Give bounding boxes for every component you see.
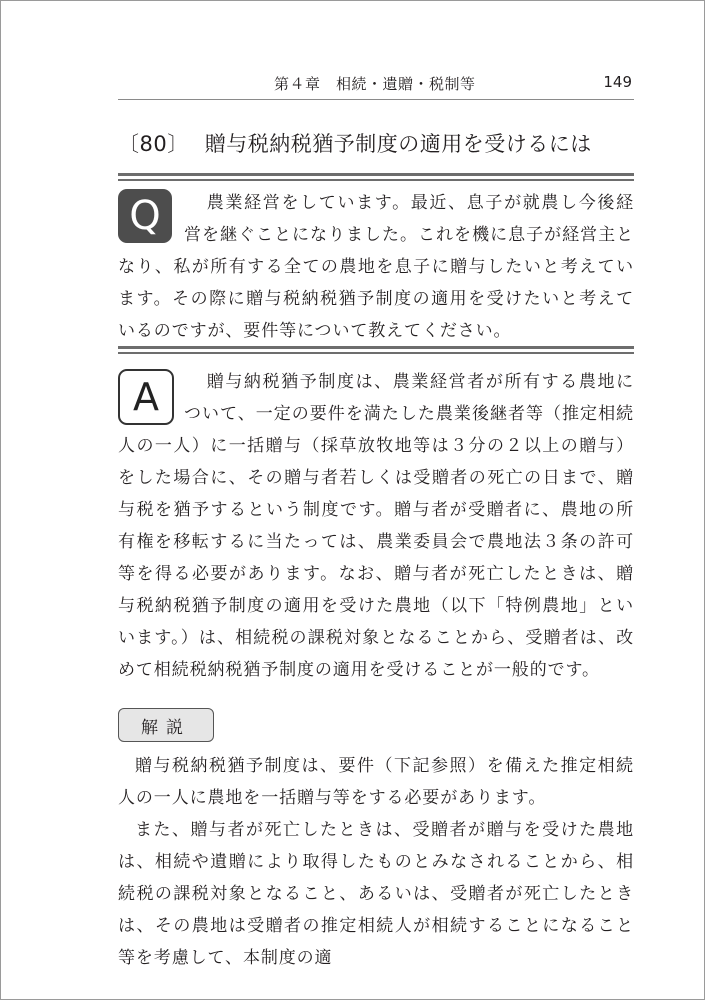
header-rule <box>118 99 634 100</box>
answer-text: 贈与納税猶予制度は、農業経営者が所有する農地について、一定の要件を満たした農業後継者等（推定相続人の一人）に一括贈与（採草放牧地等は３分の２以上の贈与）をした場合に、その贈与者若しくは受贈者の死亡の日まで、贈与税を猶予するという制度です。贈与者が受贈者に、農地の所有権を移転するに当たっては、農業委員会で農地法３条の許可等を得る必要があります。なお、贈与者が死亡したときは、贈与税納税猶予制度の適用を受けた農地（以下「特例農地」といいます。）は、相続税の課税対象となることから、受贈者は、改めて相続税納税猶予制度の適用を受けることが一般的です。 <box>118 372 634 680</box>
chapter-title: 第４章 相続・遺贈・税制等 <box>274 75 476 93</box>
commentary-paragraph: 贈与税納税猶予制度は、要件（下記参照）を備えた推定相続人の一人に農地を一括贈与等をする必要があります。 <box>118 756 634 808</box>
section-title-text: 贈与税納税猶予制度の適用を受けるには <box>204 132 592 156</box>
question-badge: Q <box>118 189 172 243</box>
answer-top-rule <box>118 346 634 354</box>
page-number: 149 <box>603 73 632 91</box>
commentary-paragraph: また、贈与者が死亡したときは、受贈者が贈与を受けた農地は、相続や遺贈により取得したものとみなされることから、相続税の課税対象となること、あるいは、受贈者が死亡したときは、その農地は受贈者の推定相続人が相続することになること等を考慮して、本制度の適 <box>118 820 634 968</box>
answer-block <box>118 366 634 686</box>
section-title <box>118 128 634 158</box>
answer-badge: A <box>118 369 174 425</box>
question-text: 農業経営をしています。最近、息子が就農し今後経営を継ぐことになりました。これを機に息子が経営主となり、私が所有する全ての農地を息子に贈与したいと考えています。その際に贈与税納税猶予制度の適用を受けたいと考えているのですが、要件等について教えてください。 <box>118 193 634 341</box>
section-number: 〔80〕 <box>118 132 189 156</box>
commentary-label: 解説 <box>118 708 214 742</box>
question-top-rule <box>118 173 634 181</box>
question-block <box>118 187 634 347</box>
running-header <box>118 71 634 97</box>
